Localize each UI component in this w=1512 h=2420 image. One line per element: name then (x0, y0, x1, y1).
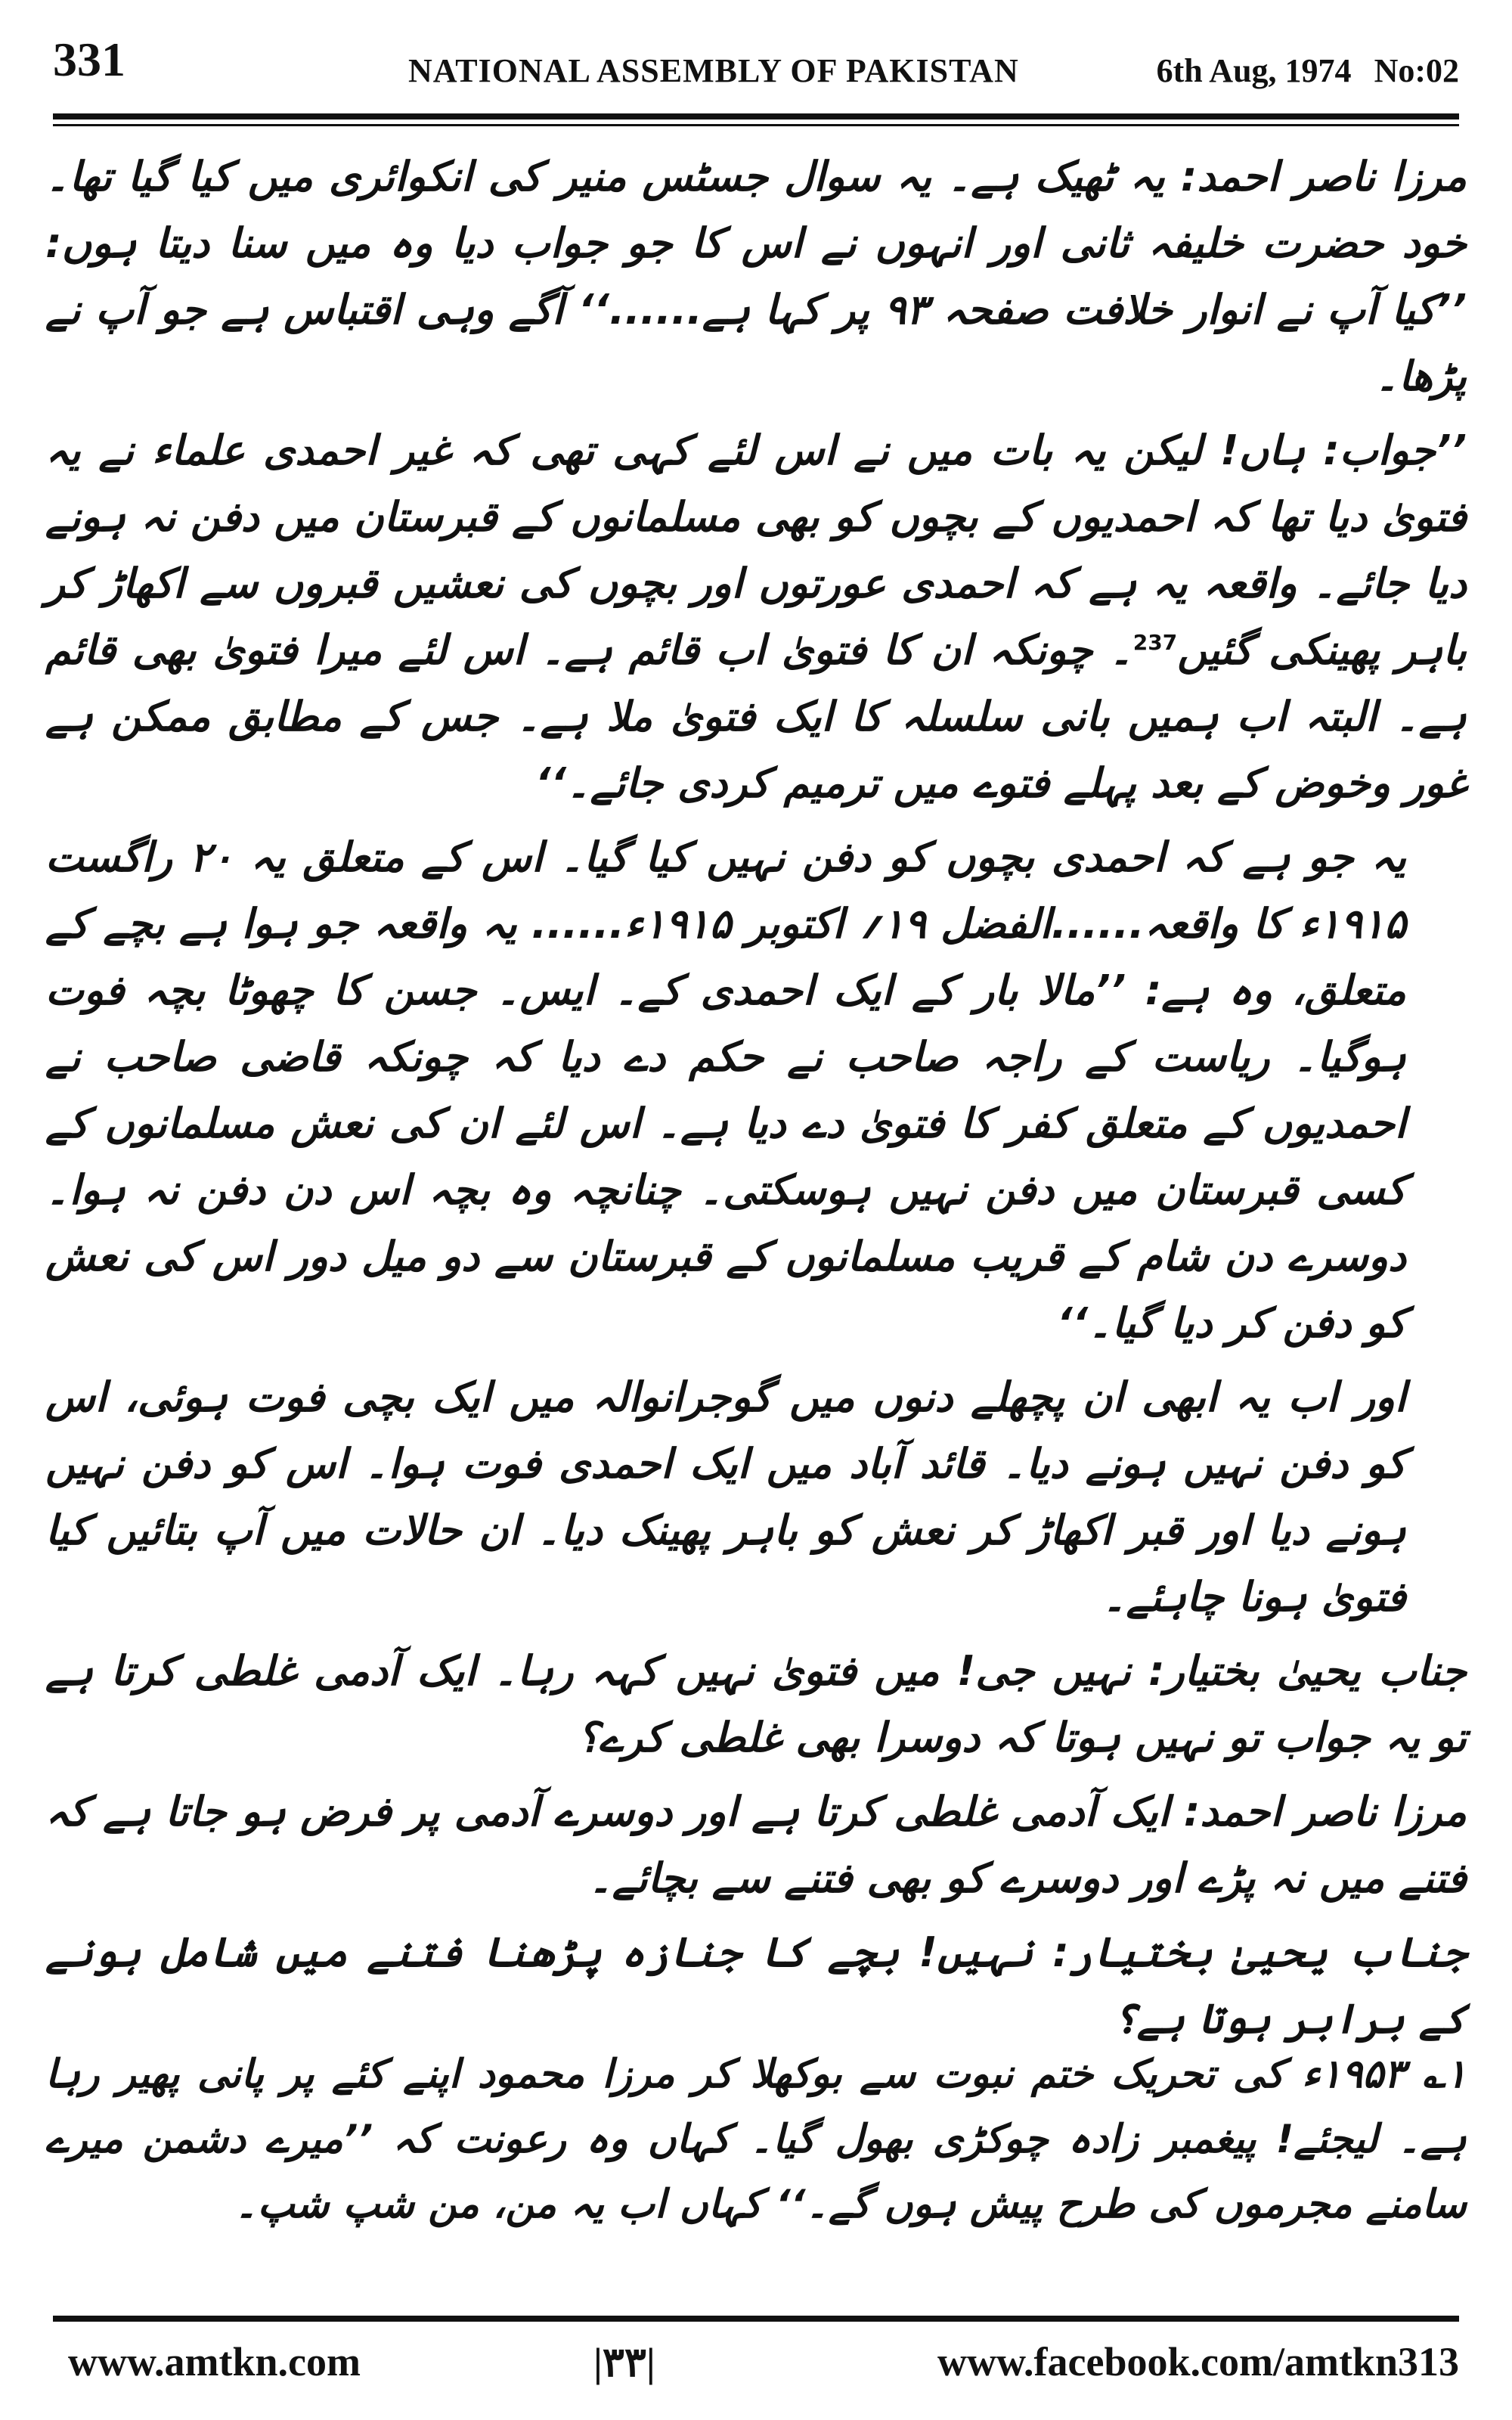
session-info (1134, 51, 1459, 90)
urdu-page-number: |۳۳| (593, 2340, 655, 2385)
paragraph-6 (45, 1779, 1467, 1912)
paragraph-7 (45, 1919, 1467, 2052)
paragraph-3 (45, 824, 1467, 1357)
reference-number: 237 (1132, 630, 1178, 655)
paragraph-text: یہ ٹھیک ہے۔ یہ سوال جسٹس منیر کی انکوائری میں کیا گیا تھا۔ خود حضرت خلیفہ ثانی اور انہوں نے اس کا جو جواب دیا وہ میں سنا دیتا ہوں: ’’کیا آپ نے انوار خلافت صفحہ ۹۳ پر کہا ہے......‘‘ آگے وہی اقتباس ہے جو آپ نے پڑھا۔ (45, 153, 1467, 400)
paragraph-5 (45, 1638, 1467, 1771)
paragraph-2 (45, 417, 1467, 817)
paragraph-4 (45, 1364, 1467, 1630)
speaker-label: مرزا ناصر احمد: (1180, 153, 1467, 200)
page-header (53, 21, 1459, 112)
facebook-link[interactable]: www.facebook.com/amtkn313 (937, 2339, 1459, 2384)
paragraph-text: نہیں جی! میں فتویٰ نہیں کہہ رہا۔ ایک آدمی غلطی کرتا ہے تو یہ جواب تو نہیں ہوتا کہ دوسرا بھی غلطی کرے؟ (45, 1647, 1467, 1761)
session-date: 6th Aug, 1974 (1156, 52, 1352, 89)
transcript-body (45, 144, 1467, 2060)
assembly-title: NATIONAL ASSEMBLY OF PAKISTAN (408, 52, 1019, 89)
speaker-label: مرزا ناصر احمد: (1183, 1788, 1467, 1835)
website-link[interactable]: www.amtkn.com (68, 2339, 361, 2384)
footnote-block (45, 2042, 1467, 2237)
speaker-label: ’’جواب: (1323, 427, 1467, 474)
header-rule (53, 113, 1459, 119)
page-footer (68, 2338, 1459, 2399)
paragraph-text: نہیں! بچے کا جنازہ پڑھنا فتنے میں شامل ہونے کے برابر ہوتا ہے؟ (45, 1928, 1467, 2043)
paragraph-text: ایک آدمی غلطی کرتا ہے اور دوسرے آدمی پر فرض ہو جاتا ہے کہ فتنے میں نہ پڑے اور دوسرے کو بھی فتنے سے بچائے۔ (45, 1788, 1467, 1902)
session-number: No:02 (1374, 52, 1459, 89)
page-number: 331 (53, 33, 125, 86)
paragraph-1 (45, 144, 1467, 410)
paragraph-text: ہاں! لیکن یہ بات میں نے اس لئے کہی تھی کہ غیر احمدی علماء نے یہ فتویٰ دیا تھا کہ احمدیوں کے بچوں کو بھی مسلمانوں کے قبرستان میں دفن نہ ہونے دیا جائے۔ واقعہ یہ ہے کہ احمدی عورتوں اور بچوں کی نعشیں قبروں سے اکھاڑ کر باہر پھینکی گئیں (45, 427, 1467, 674)
footer-rule (53, 2316, 1459, 2322)
speaker-label: جناب یحییٰ بختیار: (1052, 1928, 1467, 1976)
header-rule-thin (53, 124, 1459, 126)
footnote-text: ۱؎ ۱۹۵۳ء کی تحریک ختم نبوت سے بوکھلا کر مرزا محمود اپنے کئے پر پانی پھیر رہا ہے۔ لیجئے! پیغمبر زادہ چوکڑی بھول گیا۔ کہاں وہ رعونت کہ ’’میرے دشمن میرے سامنے مجرموں کی طرح پیش ہوں گے۔‘‘ کہاں اب یہ من، من شپ شپ۔ (45, 2052, 1467, 2227)
paragraph-text: اور اب یہ ابھی ان پچھلے دنوں میں گوجرانوالہ میں ایک بچی فوت ہوئی، اس کو دفن نہیں ہونے دیا۔ قائد آباد میں ایک احمدی فوت ہوا۔ اس کو دفن نہیں ہونے دیا اور قبر اکھاڑ کر نعش کو باہر پھینک دیا۔ ان حالات میں آپ بتائیں کیا فتویٰ ہونا چاہئے۔ (45, 1373, 1406, 1621)
paragraph-text: یہ جو ہے کہ احمدی بچوں کو دفن نہیں کیا گیا۔ اس کے متعلق یہ ۲۰ راگست ۱۹۱۵ء کا واقعہ......الفضل ۱۹؍ اکتوبر ۱۹۱۵ء...... یہ واقعہ جو ہوا ہے بچے کے متعلق، وہ ہے: ’’مالا بار کے ایک احمدی کے۔ ایس۔ جسن کا چھوٹا بچہ فوت ہوگیا۔ ریاست کے راجہ صاحب نے حکم دے دیا کہ چونکہ قاضی صاحب نے احمدیوں کے متعلق کفر کا فتویٰ دے دیا ہے۔ اس لئے ان کی نعش مسلمانوں کے کسی قبرستان میں دفن نہیں ہوسکتی۔ چنانچہ وہ بچہ اس دن دفن نہ ہوا۔ دوسرے دن شام کے قریب مسلمانوں کے قبرستان سے دو میل دور اس کی نعش کو دفن کر دیا گیا۔‘‘ (45, 833, 1406, 1347)
speaker-label: جناب یحییٰ بختیار: (1148, 1647, 1467, 1695)
paragraph-text-cont: ۔ چونکہ ان کا فتویٰ اب قائم ہے۔ اس لئے میرا فتویٰ بھی قائم ہے۔ البتہ اب ہمیں بانی سلسلہ کا ایک فتویٰ ملا ہے۔ جس کے مطابق ممکن ہے غور وخوض کے بعد پہلے فتوے میں ترمیم کردی جائے۔‘‘ (45, 626, 1467, 807)
